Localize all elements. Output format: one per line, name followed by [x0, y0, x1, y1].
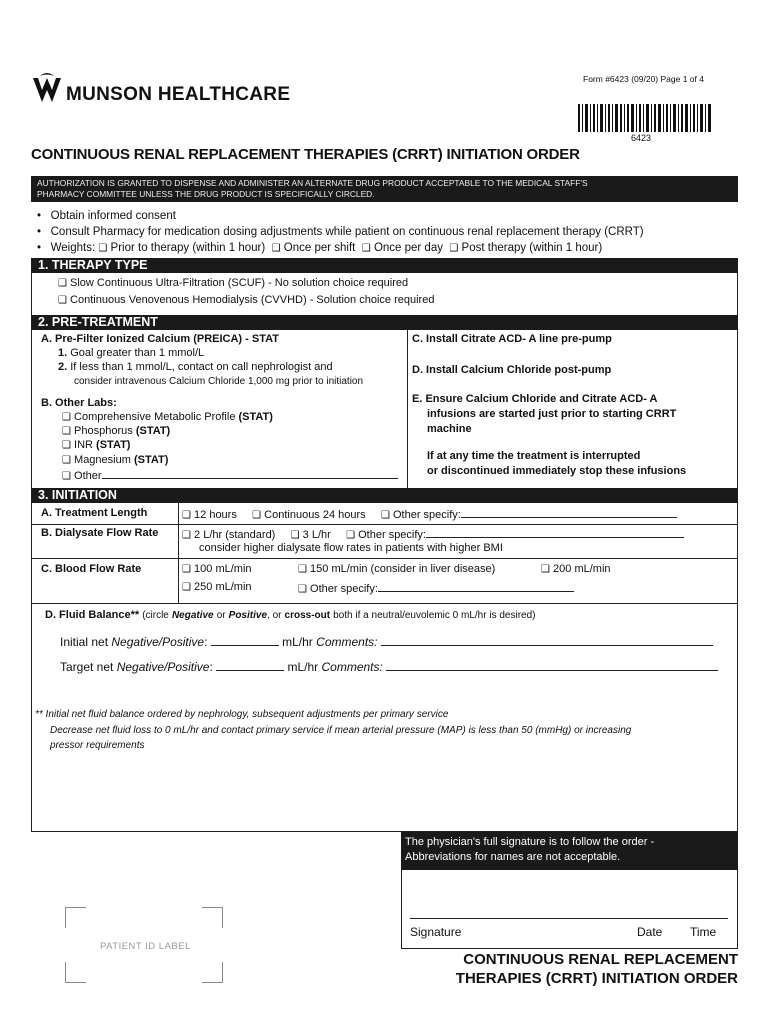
section-initiation-header: 3. INITIATION — [31, 488, 738, 503]
checkbox-cvvhd[interactable]: ❑ — [58, 295, 67, 306]
treatment-length-options: ❑ 12 hours ❑ Continuous 24 hours ❑ Other specify: — [182, 507, 677, 521]
row-divider-1 — [31, 524, 738, 525]
checkbox-bl-200[interactable]: ❑ — [541, 564, 550, 575]
dia-other-line[interactable] — [426, 527, 684, 538]
interrupt-note-2: or discontinued immediately stop these infusions — [427, 465, 687, 477]
section-pre-treatment-header: 2. PRE-TREATMENT — [31, 315, 738, 330]
therapy-option-cvvhd: ❑ Continuous Venovenous Hemodialysis (CVVHD) - Solution choice required — [58, 294, 435, 306]
section-therapy-type-header: 1. THERAPY TYPE — [31, 258, 738, 273]
checkbox-scuf[interactable]: ❑ — [58, 278, 67, 289]
dialysate-label: B. Dialysate Flow Rate — [41, 527, 159, 539]
blood-flow-label: C. Blood Flow Rate — [41, 563, 142, 575]
signature-notice — [401, 832, 738, 870]
checkbox-dia-3[interactable]: ❑ — [290, 530, 300, 541]
preica-low-cont: consider intravenous Calcium Chloride 1,000 mg prior to initiation — [74, 376, 364, 387]
ensure-infusion-2: infusions are started just prior to starting CRRT — [427, 408, 677, 420]
lab-other-line[interactable] — [102, 468, 398, 479]
initial-net-input[interactable] — [211, 635, 279, 646]
checkbox-len-12[interactable]: ❑ — [182, 510, 191, 521]
ensure-infusion-1: E. Ensure Calcium Chloride and Citrate ACD- A — [412, 393, 658, 405]
bl-other-line[interactable] — [378, 581, 574, 592]
footnote-line-1: ** Initial net fluid balance ordered by nephrology, subsequent adjustments per primary service — [35, 709, 449, 720]
row-divider-2 — [31, 558, 738, 559]
bullet-consent: • Obtain informed consent — [37, 210, 176, 222]
lab-phosphorus: ❑ Phosphorus (STAT) — [62, 425, 171, 437]
footnote-line-2: Decrease net fluid loss to 0 mL/hr and contact primary service if mean arterial pressure (MAP) is less than 50 (mmHg) or increasing — [50, 725, 632, 736]
checkbox-weight-prior[interactable]: ❑ — [98, 243, 108, 254]
row-divider-3 — [31, 603, 738, 604]
checkbox-len-24[interactable]: ❑ — [252, 510, 262, 521]
footer-title-2: THERAPIES (CRRT) INITIATION ORDER — [455, 970, 738, 987]
page-title: CONTINUOUS RENAL REPLACEMENT THERAPIES (CRRT) INITIATION ORDER — [31, 146, 580, 163]
barcode-number: 6423 — [631, 133, 652, 143]
munson-logo-icon — [30, 72, 64, 106]
signature-notice-2: Abbreviations for names are not acceptable. — [405, 851, 621, 863]
fluid-balance-row: D. Fluid Balance** (circle Negative or Positive, or cross-out both if a neutral/euvolemic 0 mL/hr is desired) — [45, 609, 536, 621]
checkbox-bl-150[interactable]: ❑ — [298, 564, 307, 575]
interrupt-note-1: If at any time the treatment is interrupted — [427, 450, 641, 462]
footer-title — [440, 950, 738, 988]
blood-flow-row-1: ❑ 100 mL/min — [182, 563, 252, 575]
initial-net-row: Initial net Negative/Positive: mL/hr Comments: — [60, 635, 713, 649]
label-corner-tr — [202, 907, 223, 928]
target-comments-input[interactable] — [386, 660, 718, 671]
len-other-line[interactable] — [461, 507, 677, 518]
lab-magnesium: ❑ Magnesium (STAT) — [62, 454, 169, 466]
blood-flow-250: ❑ 250 mL/min — [182, 581, 252, 593]
general-orders — [37, 208, 644, 257]
bullet-weights: • Weights: ❑ Prior to therapy (within 1 hour) ❑ Once per shift ❑ Once per day ❑ Post therapy (within 1 hour) — [37, 242, 603, 254]
date-label: Date — [637, 925, 663, 939]
checkbox-dia-other[interactable]: ❑ — [346, 530, 356, 541]
target-net-row: Target net Negative/Positive: mL/hr Comments: — [60, 660, 718, 674]
checkbox-bl-250[interactable]: ❑ — [182, 582, 191, 593]
pretreatment-divider — [407, 330, 408, 488]
ensure-infusion-3: machine — [427, 423, 472, 435]
checkbox-weight-day[interactable]: ❑ — [361, 243, 371, 254]
checkbox-len-other[interactable]: ❑ — [380, 510, 390, 521]
signature-line[interactable] — [410, 918, 728, 919]
checkbox-lab-phosphorus[interactable]: ❑ — [62, 426, 71, 437]
lab-other: ❑ Other — [62, 468, 398, 482]
blood-flow-200: ❑ 200 mL/min — [541, 563, 611, 575]
bullet-pharmacy: • Consult Pharmacy for medication dosing adjustments while patient on continuous renal replacement therapy (CRRT) — [37, 226, 644, 238]
other-labs-title: B. Other Labs: — [41, 397, 117, 409]
footer-title-1: CONTINUOUS RENAL REPLACEMENT — [463, 951, 738, 968]
checkbox-lab-inr[interactable]: ❑ — [62, 440, 71, 451]
authorization-line-1: AUTHORIZATION IS GRANTED TO DISPENSE AND ADMINISTER AN ALTERNATE DRUG PRODUCT ACCEPTABLE TO THE MEDICAL STAFF'S — [37, 178, 588, 188]
time-label: Time — [690, 925, 717, 939]
checkbox-dia-2[interactable]: ❑ — [182, 530, 191, 541]
label-corner-tl — [65, 907, 86, 928]
initial-comments-input[interactable] — [381, 635, 713, 646]
form-number: Form #6423 (09/20) Page 1 of 4 — [583, 74, 704, 84]
preica-low: 2. If less than 1 mmol/L, contact on call nephrologist and — [58, 361, 333, 373]
therapy-option-scuf: ❑ Slow Continuous Ultra-Filtration (SCUF) - No solution choice required — [58, 277, 409, 289]
checkbox-lab-other[interactable]: ❑ — [62, 471, 71, 482]
brand-name: MUNSON HEALTHCARE — [66, 84, 291, 105]
label-corner-bl — [65, 962, 86, 983]
dialysate-options: ❑ 2 L/hr (standard) ❑ 3 L/hr ❑ Other specify: — [182, 527, 684, 541]
footnote-line-3: pressor requirements — [50, 740, 145, 751]
checkbox-lab-cmp[interactable]: ❑ — [62, 412, 71, 423]
checkbox-bl-other[interactable]: ❑ — [298, 584, 307, 595]
dialysate-note: consider higher dialysate flow rates in patients with higher BMI — [199, 542, 503, 554]
lab-inr: ❑ INR (STAT) — [62, 439, 131, 451]
blood-flow-other: ❑ Other specify: — [298, 581, 574, 595]
authorization-line-2: PHARMACY COMMITTEE UNLESS THE DRUG PRODUCT IS SPECIFICALLY CIRCLED. — [37, 189, 375, 199]
patient-id-label: PATIENT ID LABEL — [100, 941, 191, 952]
barcode-icon — [578, 104, 712, 132]
treatment-length-label: A. Treatment Length — [41, 507, 148, 519]
signature-notice-1: The physician's full signature is to follow the order - — [405, 836, 655, 848]
label-corner-br — [202, 962, 223, 983]
checkbox-weight-post[interactable]: ❑ — [449, 243, 459, 254]
checkbox-weight-shift[interactable]: ❑ — [271, 243, 281, 254]
initiation-divider — [178, 503, 179, 603]
preica-goal: 1. Goal greater than 1 mmol/L — [58, 347, 205, 359]
checkbox-lab-magnesium[interactable]: ❑ — [62, 455, 71, 466]
checkbox-bl-100[interactable]: ❑ — [182, 564, 191, 575]
target-net-input[interactable] — [216, 660, 284, 671]
blood-flow-150: ❑ 150 mL/min (consider in liver disease) — [298, 563, 496, 575]
install-citrate: C. Install Citrate ACD- A line pre-pump — [412, 333, 612, 345]
install-calcium: D. Install Calcium Chloride post-pump — [412, 364, 612, 376]
authorization-banner — [31, 176, 738, 202]
preica-title: A. Pre-Filter Ionized Calcium (PREICA) - STAT — [41, 333, 279, 345]
signature-label: Signature — [410, 925, 462, 939]
lab-cmp: ❑ Comprehensive Metabolic Profile (STAT) — [62, 411, 273, 423]
